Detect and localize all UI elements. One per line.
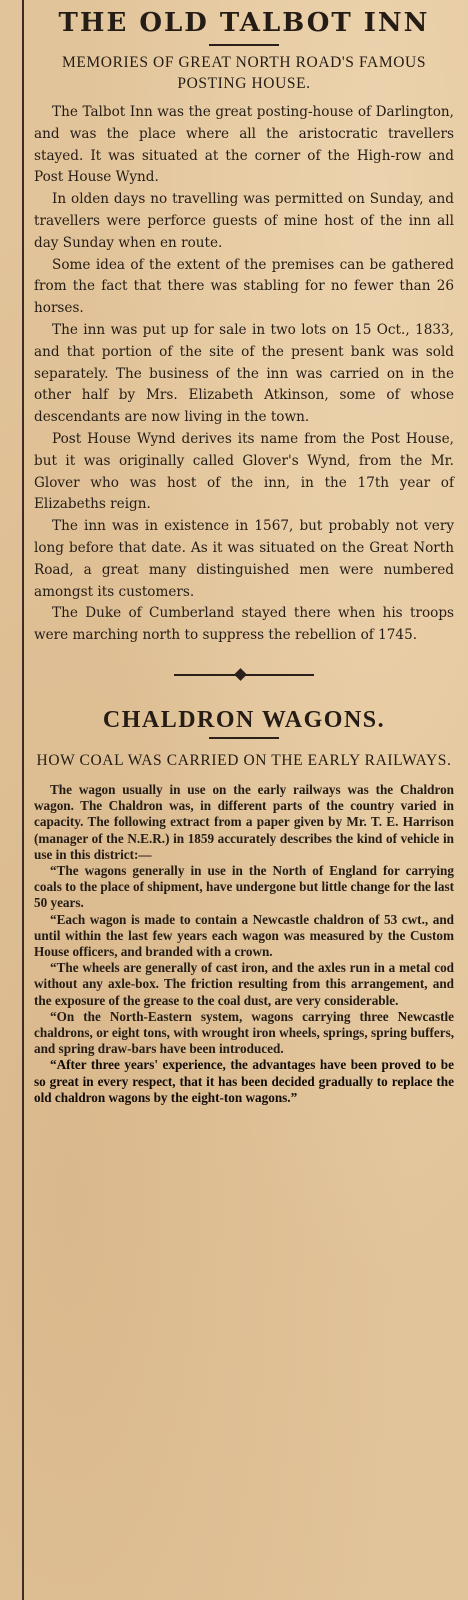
article1-headline: THE OLD TALBOT INN bbox=[58, 8, 430, 38]
article2-paragraph: The wagon usually in use on the early railways was the Chaldron wagon. The Chaldron was, in different parts of the country varied in capacity. The following extract from a paper given by Mr. T. E. Harrison (manager of the N.E.R.) in 1859 accurately describes the kind of vehicle in use in this district:— bbox=[34, 781, 454, 862]
article2-paragraph: “After three years' experience, the advantages have been proved to be so great in every respect, that it has been decided gradually to replace the old chaldron wagons by the eight-ton wagons.” bbox=[34, 1057, 454, 1105]
article2-body bbox=[34, 782, 454, 1106]
headline-rule bbox=[209, 44, 279, 46]
article1-paragraph: The inn was put up for sale in two lots on 15 Oct., 1833, and that portion of the site of the present bank was sold separately. The business of the inn was carried on in the other half by Mrs. Elizabeth Atkinson, some of whose descendants are now living in the town. bbox=[34, 321, 454, 426]
article1-paragraph: The Duke of Cumberland stayed there when his troops were marching north to suppress the rebellion of 1745. bbox=[34, 605, 454, 644]
article1-paragraph: In olden days no travelling was permitted on Sunday, and travellers were perforce guests of mine host of the inn all day Sunday when en route. bbox=[34, 191, 454, 251]
article2-headline: CHALDRON WAGONS. bbox=[102, 706, 386, 733]
column-rule bbox=[22, 0, 24, 1600]
article2-paragraph: “Each wagon is made to contain a Newcastle chaldron of 53 cwt., and until within the last few years each wagon was measured by the Custom House officers, and branded with a crown. bbox=[34, 911, 454, 959]
article1-paragraph: Some idea of the extent of the premises can be gathered from the fact that there was stabling for no fewer than 26 horses. bbox=[34, 256, 454, 317]
article-column bbox=[34, 4, 454, 1106]
headline-rule bbox=[209, 737, 279, 739]
article1-body bbox=[34, 102, 454, 647]
divider-diamond-ornament bbox=[234, 668, 247, 681]
article1-paragraph: The inn was in existence in 1567, but probably not very long before that date. As it was situated on the Great North Road, a great many distinguished men were numbered amongst its customers. bbox=[34, 518, 454, 600]
article1-paragraph: Post House Wynd derives its name from the Post House, but it was originally called Glover's Wynd, from the Mr. Glover who was host of the inn, in the 17th year of Elizabeths reign. bbox=[34, 430, 454, 513]
article2-paragraph: “The wheels are generally of cast iron, and the axles run in a metal cod without any axle-box. The friction resulting from this arrangement, and the exposure of the grease to the coal dust, are very considerable. bbox=[34, 960, 454, 1008]
article2-paragraph: “On the North-Eastern system, wagons carrying three Newcastle chaldrons, or eight tons, with wrought iron wheels, springs, spring buffers, and spring draw-bars have been introduced. bbox=[34, 1008, 454, 1057]
section-divider bbox=[174, 673, 314, 677]
article1-paragraph: The Talbot Inn was the great posting-house of Darlington, and was the place where all the aristocratic travellers stayed. It was situated at the corner of the High-row and Post House Wynd. bbox=[34, 104, 454, 186]
article2-paragraph: “The wagons generally in use in the North of England for carrying coals to the place of shipment, have undergone but little change for the last 50 years. bbox=[34, 862, 454, 911]
article2-subheading: HOW COAL WAS CARRIED ON THE EARLY RAILWAYS. bbox=[36, 751, 452, 769]
article1-subheading: MEMORIES OF GREAT NORTH ROAD'S FAMOUS POSTING HOUSE. bbox=[61, 54, 427, 92]
